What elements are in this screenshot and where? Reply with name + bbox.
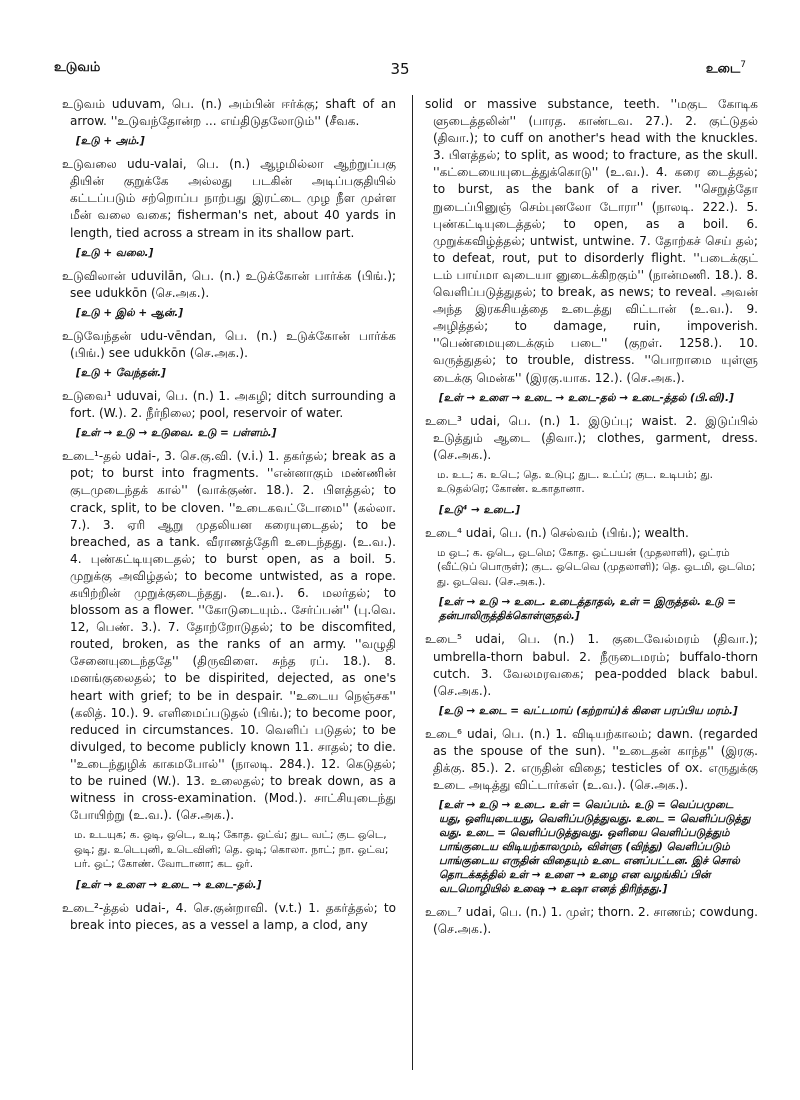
etymology-note: [உள் → உடு → உடை. உள் = வெப்பம். உடு = வெப்பமுடை யது, ஒளியுடையது, வெளிப்படுத்துவது. உடை = வெளிப்படுத்து வது. உடை = வெளிப்படுத்துவது. ஒளியை வெளிப்படுத்தும் பாங்குடைய விடியற்காலமும், விள்ளு (விந்து) வெளிப்படும் பாங்குடைய எருதின் விதையும் உடை எனப்பட்டன. இச் சொல் தொடக்கத்தில் உள் → உளை → உழை என வழங்கிப் பின் வடமொழியில் உஷை → உஷா எனத் திரிந்தது.]: [439, 799, 751, 896]
dictionary-entry: உடுவிலான் uduvilān, பெ. (n.) உடுக்கோன் பார்க்க (பிங்.); see udukkōn (செ.அக.).: [62, 268, 396, 300]
page-number: 35: [390, 60, 410, 78]
right-column: [425, 96, 758, 942]
dictionary-entry: உடுவலை udu-valai, பெ. (n.) ஆழமில்லா ஆற்றுப்பகு தியின் குறுக்கே அல்லது படகின் அடிப்பகுதியில் கட்டப்படும் சற்றொப்ப நாற்பது இரட்டை முழ நீள முள்ள மீன் வலை வகை; fisherman's net, about 40 yards in length, tied across a stream in its shallow part.: [62, 157, 396, 240]
header-left-guideword: உடுவம்: [54, 60, 101, 75]
header-right-word: உடை: [705, 61, 741, 77]
etymology-note: [உள் → உளை → உடை → உடை-தல்.]: [76, 878, 262, 891]
etymology-note: [உடு → உடை = வட்டமாய் (கற்றாய்)க் கிளை பரப்பிய மரம்.]: [439, 704, 738, 717]
dictionary-entry: உடை⁵ udai, பெ. (n.) 1. குடைவேல்மரம் (திவா.); umbrella-thorn babul. 2. நீருடைமரம்; buffalo-thorn cutch. 3. வேலமரவகை; pea-podded black babul. (செ.அக.).: [425, 632, 758, 698]
dictionary-entry: solid or massive substance, teeth. ''மகுட கோடிக ளுடைத்தலின்'' (பாரத. காண்டவ. 27.). 2. குட்டுதல் (திவா.); to cuff on another's head with the knuckles. 3. பிளத்தல்; to split, as wood; to fracture, as the skull. ''கட்டையையுடைத்துக்கொடு'' (உ.வ.). 4. கரை டைத்தல்; to burst, as the bank of a river. ''செறுத்தோ றுடைப்பினுஞ் செம்புனலோ டோரா'' (நாலடி. 222.). 5. புண்கட்டியுடைத்தல்; to open, as a boil. 6. முறுக்கவிழ்த்தல்; untwist, untwine. 7. தோற்கச் செய் தல்; to defeat, rout, put to disorderly flight. ''படைக்குட் டம் பாய்மா வுடையா னுடைக்கிறகும்'' (நான்மணி. 18.). 8. வெளிப்படுத்துதல்; to break, as news; to reveal. அவன் அந்த இரகசியத்தை உடைத்து விட்டான் (உ.வ.). 9. அழித்தல்; to damage, ruin, impoverish. ''பெண்மையுடைக்கும் படை'' (குறள். 1258.). 10. வருத்துதல்; to trouble, distress. ''பொறாமை யுள்ளு டைக்கு மென்க'' (இரகு.யாக. 12.). (செ.அக.).: [425, 97, 758, 385]
dictionary-entry: உடுவேந்தன் udu-vēndan, பெ. (n.) உடுக்கோன் பார்க்க (பிங்.) see udukkōn (செ.அக.).: [62, 328, 396, 360]
etymology-note: [உடு + இல் + ஆன்.]: [76, 306, 184, 319]
dictionary-entry: உடுவம் uduvam, பெ. (n.) அம்பின் ஈர்க்கு; shaft of an arrow. ''உடுவந்தோன்ற ... எய்திடுதலோடும்'' (சீவக.: [62, 97, 396, 129]
etymology-note: [உடு⁴ → உடை.]: [439, 503, 521, 516]
header-right-guideword: [706, 60, 746, 77]
dictionary-entry: உடுவை¹ uduvai, பெ. (n.) 1. அகழி; ditch surrounding a fort. (W.). 2. நீர்நிலை; pool, reservoir of water.: [62, 389, 396, 421]
dictionary-entry: உடை³ udai, பெ. (n.) 1. இடுப்பு; waist. 2. இடுப்பில் உடுத்தும் ஆடை (திவா.); clothes, garment, dress. (செ.அக.).: [425, 413, 758, 462]
etymology-note: [உள் → உடு → உடை. உடைத்தாதல், உள் = இருத்தல். உடு = தன்பாலிருத்திக்கொள்ளுதல்.]: [439, 596, 737, 623]
etymology-note: [உள் → உளை → உடை → உடை-தல் → உடை-த்தல் (பி.வி).]: [439, 391, 734, 404]
etymology-note: [உடு + அம்.]: [76, 135, 145, 148]
etymology-note: [உள் → உடு → உடுவை. உடு = பள்ளம்.]: [76, 427, 277, 440]
column-divider: [412, 95, 413, 1070]
cognate-list: ம. உட; க. உடெ; தெ. உடுபு; துட. உட்ப்; குட. உடிபம்; து. உடுதல்ரெ; கோண். உகாதானா.: [437, 468, 713, 496]
dictionary-entry: உடை⁷ udai, பெ. (n.) 1. முள்; thorn. 2. சாணம்; cowdung. (செ.அக.).: [425, 905, 758, 937]
left-column: [62, 96, 396, 938]
etymology-note: [உடு + வலை.]: [76, 246, 154, 259]
cognate-list: ம. உடயுக; க. ஒடி, ஒடெ, உடி; கோத. ஒட்வ்; துட வட்; குட ஒடெ, ஒடி; து. உடெபுனி, உடெவினி; தெ. ஒடி; கொலா. நாட்; நா. ஒட்வ; பர். ஒட்; கோண். வோடானா; கட ஒர்.: [74, 829, 389, 871]
dictionary-entry: உடை⁶ udai, பெ. (n.) 1. விடியற்காலம்; dawn. (regarded as the spouse of the sun). ''உடைதன் காந்த'' (இரகு. திக்கு. 85.). 2. எருதின் விதை; testicles of ox. எருதுக்கு உடை அடித்து விட்டார்கள் (உ.வ.). (செ.அக.).: [425, 726, 758, 793]
cognate-list: ம ஒட; க. ஒடெ, ஒடமெ; கோத. ஒட்பயன் (முதலாளி), ஒட்ரம் (வீட்டுப் பொருள்); குட. ஒடெவெ (முதலாளி); தெ. ஒடமி, ஒடமெ; து. ஒடவெ. (செ.அக.).: [437, 546, 756, 588]
etymology-note: [உடு + வேந்தன்.]: [76, 367, 166, 380]
dictionary-entry: உடை⁴ udai, பெ. (n.) செல்வம் (பிங்.); wealth.: [425, 525, 689, 540]
page-header: [54, 60, 746, 82]
dictionary-entry: உடை²-த்தல் udai-, 4. செ.குன்றாவி. (v.t.) 1. தகர்த்தல்; to break into pieces, as a vessel a lamp, a clod, any: [62, 900, 396, 932]
dictionary-entry: உடை¹-தல் udai-, 3. செ.கு.வி. (v.i.) 1. தகர்தல்; break as a pot; to burst into fragments. ''என்னாகும் மண்ணின் குடமுடைந்தக் கால்'' (வாக்குண். 18.). 2. பிளத்தல்; to crack, split, to be cloven. ''உடைகவட்டோமை'' (கல்லா. 7.). 3. ஏரி ஆறு முதலியன கரையுடைதல்; to be breached, as a tank. வீராணத்தேரி உடைந்தது. (உ.வ.). 4. புண்கட்டியுடைதல்; to burst open, as a boil. 5. முறுக்கு அவிழ்தல்; to become untwisted, as a rope. கயிற்றின் முறுக்குடைந்தது. (உ.வ.). 6. மலர்தல்; to blossom as a flower. ''கோடுடையும்.. சேர்ப்பன்'' (பு.வெ. 12, பெண். 3.). 7. தோற்றோடுதல்; to be discomfited, routed, broken, as the ranks of an army. ''வழுதி சேனையுடைந்ததே'' (திருவிளை. சுந்த ரப். 18.). 8. மனங்குலைதல்; to be dispirited, dejected, as one's heart with grief; to be in despair. ''உடைய நெஞ்சக'' (கலித். 10.). 9. எளிமைப்படுதல் (பிங்.); to become poor, reduced in circumstances. 10. வெளிப் படுதல்; to be divulged, to become publicly known 11. சாதல்; to die. ''உடைந்துழிக் காகமபோல்'' (நாலடி. 284.). 12. கெடுதல்; to be ruined (W.). 13. உலைதல்; to break down, as a witness in cross-examination. (Mod.). சாட்சியுடைந்து போயிற்று (உ.வ.). (செ.அக.).: [62, 449, 396, 823]
header-right-superscript: 7: [740, 60, 746, 70]
